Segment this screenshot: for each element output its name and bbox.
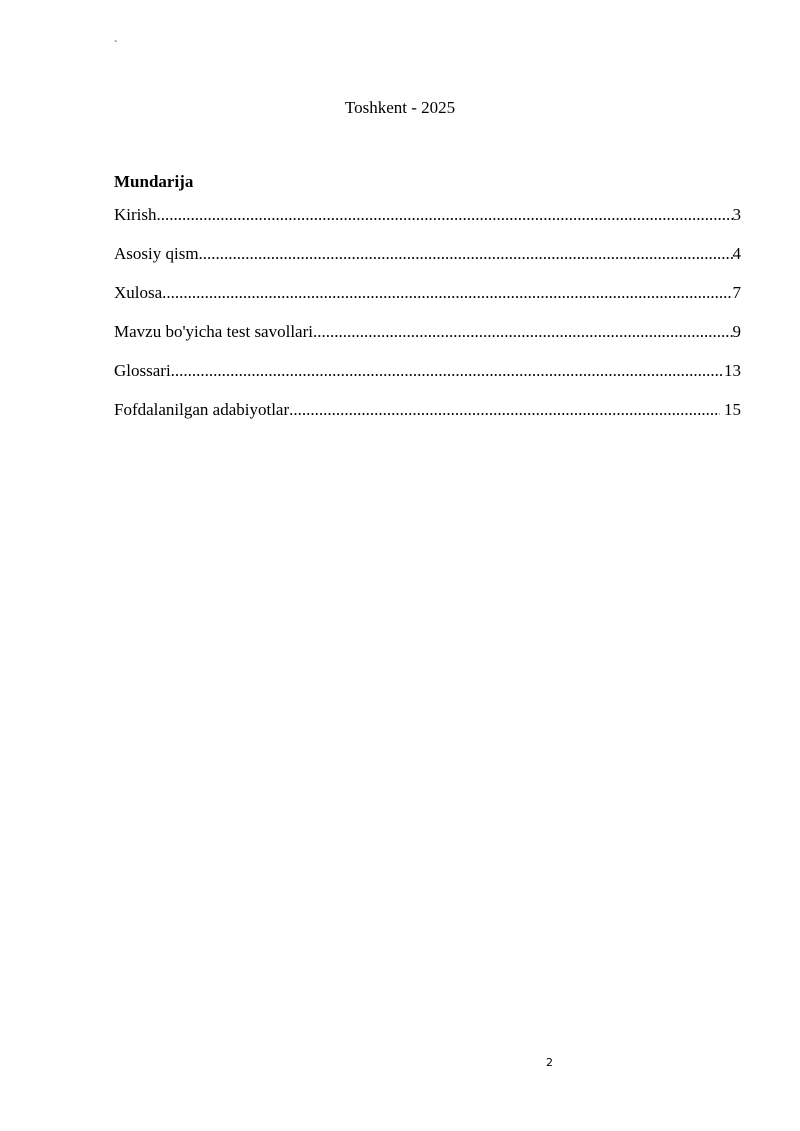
- toc-dot-leader: [171, 360, 724, 382]
- toc-dot-leader: [313, 321, 733, 343]
- toc-entry-kirish[interactable]: [114, 204, 741, 243]
- toc-entry-page: 13: [724, 361, 741, 380]
- toc-entry-page: 4: [732, 244, 741, 263]
- toc-entry-label: Kirish: [114, 205, 157, 224]
- toc-entry-adabiyotlar[interactable]: [114, 399, 741, 438]
- toc-dot-leader: [157, 204, 733, 226]
- toc-entry-label: Xulosa: [114, 283, 163, 302]
- table-of-contents: [114, 204, 741, 438]
- toc-title: Mundarija: [114, 172, 194, 191]
- toc-entry-label: Glossari: [114, 361, 171, 380]
- toc-entry-xulosa[interactable]: [114, 282, 741, 321]
- toc-entry-page: 9: [732, 322, 741, 341]
- toc-entry-test-savollari[interactable]: [114, 321, 741, 360]
- toc-dot-leader: [199, 243, 733, 265]
- toc-dot-leader: [162, 282, 732, 304]
- place-year-heading: Toshkent - 2025: [344, 98, 456, 117]
- toc-entry-page: 7: [732, 283, 741, 302]
- toc-entry-label: Mavzu bo'yicha test savollari: [114, 322, 313, 341]
- toc-entry-label: Asosiy qism: [114, 244, 199, 263]
- page-number: 2: [546, 1056, 553, 1069]
- toc-entry-label: Fofdalanilgan adabiyotlar: [114, 400, 290, 419]
- toc-entry-page: 3: [732, 205, 741, 224]
- stray-mark: `: [114, 39, 118, 51]
- toc-dot-leader: [289, 399, 720, 421]
- toc-entry-asosiy-qism[interactable]: [114, 243, 741, 282]
- toc-entry-glossari[interactable]: [114, 360, 741, 399]
- toc-entry-page: 15: [719, 400, 741, 419]
